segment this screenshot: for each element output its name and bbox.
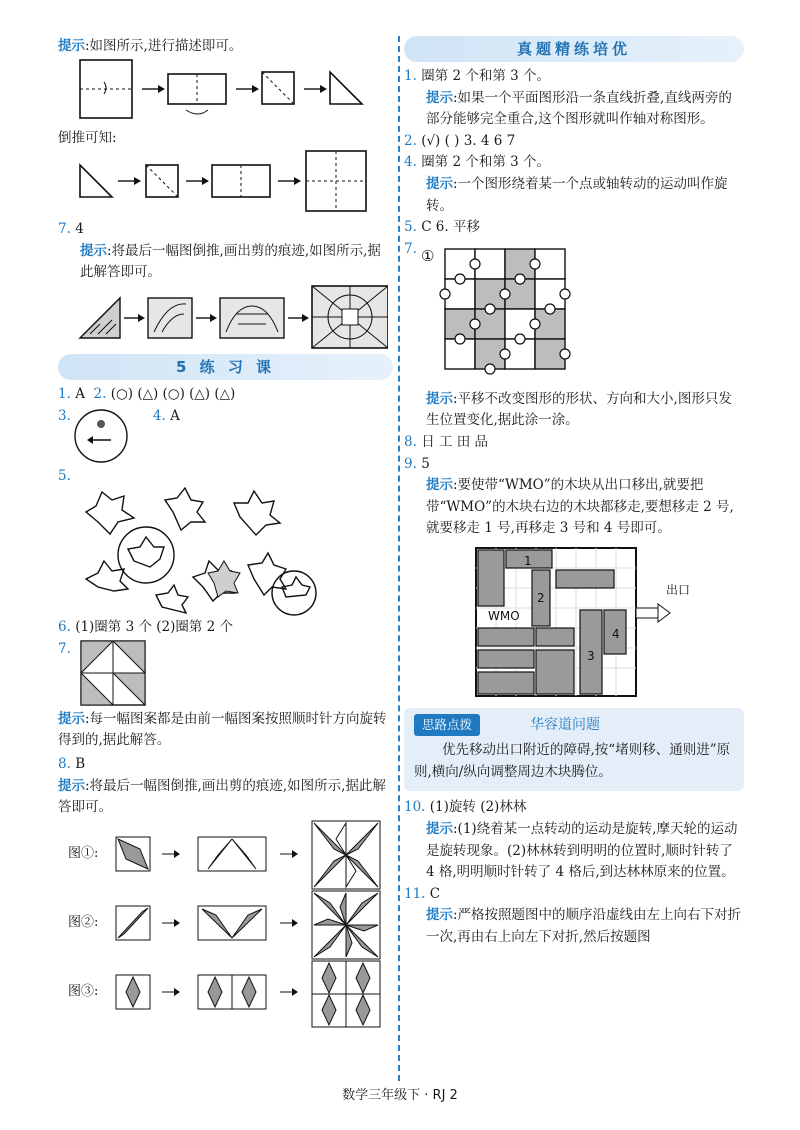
tip-badge: 思路点拨 [414,714,480,736]
left-column [58,36,393,1029]
block-3-label: 3 [587,648,595,663]
sliding-block-puzzle [404,544,744,702]
hint-2: 提示:将最后一幅图倒推,画出剪的痕迹,如图所示,据此解答即可。 [80,242,381,281]
r-q5: 5. C 6. 平移 [404,219,480,236]
r-hint-3: 提示:平移不改变图形的形状、方向和大小,图形只发生位置变化,据此涂一涂。 [426,390,732,429]
q8-answer: 8. B [58,755,86,772]
fig-label-2: 图②: [68,914,99,930]
r-q10: 10. (1)旋转 (2)林林 [404,799,527,816]
page-footer: 数学三年级下 · RJ 2 [342,1088,458,1103]
exit-label: 出口 [666,582,691,597]
r-hint-6: 提示:严格按照题图中的顺序沿虚线由左上向右下对折一次,再由右上向左下对折,然后按题图 [426,907,742,946]
q6-answer: 6. (1)圈第 3 个 (2)圈第 2 个 [58,619,234,636]
section-banner-real: 真题精练培优 [404,36,744,62]
q1-q2: 1. A 2. (○) (△) (○) (△) (△) [58,385,236,402]
fold-diagram [58,58,378,128]
r-hint-5: 提示:(1)绕着某一点转动的运动是旋转,摩天轮的运动是旋转现象。(2)林林转到明明的位置时,顺时针转了 4 格,明明顺时针转了 4 格后,到达林林原来的位置。 [426,821,738,881]
clock-rotation-figure [71,406,131,466]
block-1-label: 1 [524,553,532,568]
q7b-figure-row: 7. [58,639,393,709]
column-divider [398,36,400,1081]
r-q2: 2. (√) ( ) 3. 4 6 7 [404,132,516,149]
r-q9: 9. 5 [404,455,430,472]
hint-3: 提示:每一幅图案都是由前一幅图案按照顺时针方向旋转得到的,据此解答。 [58,710,387,749]
cut-pattern-diagram [58,284,388,350]
r-q11: 11. C [404,885,441,902]
tip-box [404,708,744,792]
reverse-text: 倒推可知: [58,129,117,146]
r-q1: 1. 圈第 2 个和第 3 个。 [404,68,551,84]
unfold-diagram [58,149,388,219]
wmo-label: WMO [488,608,520,623]
fig-label-3: 图③: [68,983,99,999]
block-4-label: 4 [612,626,620,641]
tip-text: 优先移动出口附近的障碍,按“堵则移、通则进”原则,横向/纵向调整周边木块腾位。 [414,742,731,780]
q3-q4: 3. 4. A [58,406,393,466]
tip-title: 华容道问题 [530,716,601,733]
r-hint-4: 提示:要使带“WMO”的木块从出口移出,就要把带“WMO”的木块右边的木块都移走,要想移走 2 号,就要移走 1 号,再移走 3 号和 4 号即可。 [426,477,734,537]
r-hint-1: 提示:如果一个平面图形沿一条直线折叠,直线两旁的部分能够完全重合,这个图形就叫作轴对称图形。 [426,89,732,128]
rotation-square-figure [75,639,155,709]
r-q4: 4. 圈第 2 个和第 3 个。 [404,154,551,171]
diamond-figures [58,819,388,1029]
r-q8: 8. 日 工 田 品 [404,433,489,450]
block-2-label: 2 [537,590,545,605]
section-banner-5: 5 练 习 课 [58,354,393,380]
hint-4: 提示:将最后一幅图倒推,画出剪的痕迹,如图所示,据此解答即可。 [58,777,386,816]
r-q7-row: 7. ① [404,239,744,389]
right-column [404,36,744,949]
jigsaw-figure [419,239,589,389]
q7-answer: 7. 4 [58,221,84,238]
leaf-figures [58,487,378,617]
q5-label: 5. [58,467,71,484]
fig-label-1: 图①: [68,845,99,861]
r-hint-2: 提示:一个图形绕着某一个点或轴转动的运动叫作旋转。 [426,175,728,214]
jigsaw-mark: ① [420,246,435,265]
hint-1: 提示:如图所示,进行描述即可。 [58,38,243,54]
